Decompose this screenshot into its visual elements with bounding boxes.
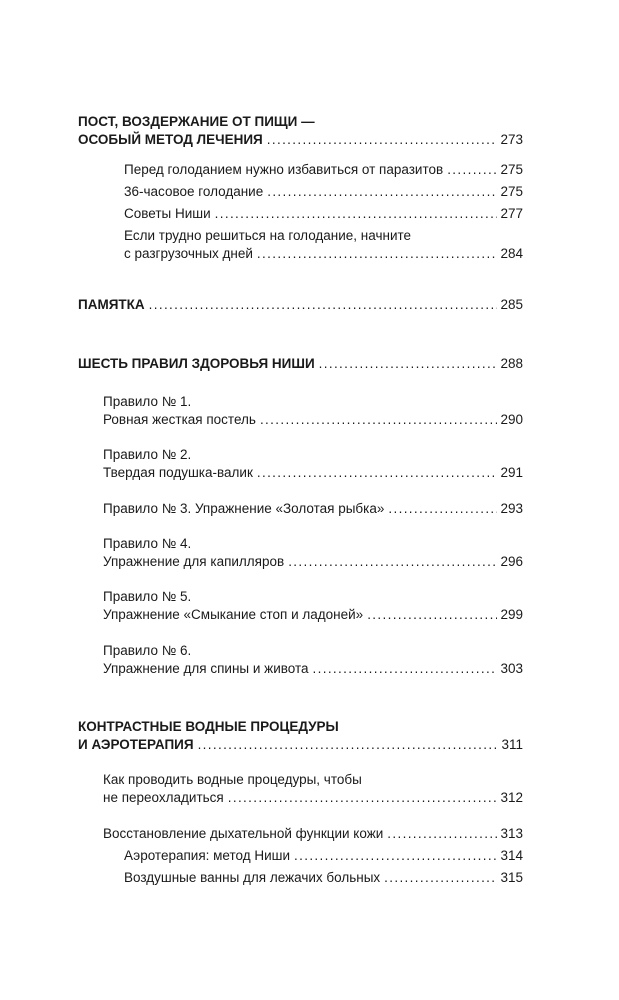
- toc-subentry: [103, 535, 523, 571]
- toc-entry-title: Правило № 3. Упражнение «Золотая рыбка»: [103, 501, 385, 516]
- toc-entry-title: ШЕСТЬ ПРАВИЛ ЗДОРОВЬЯ НИШИ: [78, 356, 315, 371]
- dot-leader: [388, 500, 497, 518]
- toc-page-number: 285: [500, 297, 523, 312]
- toc-page-number: 315: [500, 870, 523, 885]
- toc-entry-title: Правило № 4.: [103, 536, 192, 551]
- dot-leader: [257, 464, 498, 482]
- toc-page-number: 275: [500, 162, 523, 177]
- toc-entry-title: ОСОБЫЙ МЕТОД ЛЕЧЕНИЯ: [78, 132, 263, 147]
- toc-subentry: [124, 869, 523, 887]
- toc-entry-title: Твердая подушка-валик: [103, 465, 253, 480]
- dot-leader: [149, 296, 498, 314]
- toc-subentry: [103, 500, 523, 518]
- dot-leader: [215, 205, 498, 223]
- dot-leader: [267, 183, 497, 201]
- dot-leader: [387, 825, 497, 843]
- dot-leader: [257, 245, 498, 263]
- dot-leader: [294, 847, 497, 865]
- toc-entry-title: Восстановление дыхательной функции кожи: [103, 826, 384, 841]
- toc-entry-title: Правило № 6.: [103, 643, 192, 658]
- dot-leader: [267, 131, 498, 149]
- dot-leader: [228, 789, 498, 807]
- toc-entry-title: 36-часовое голодание: [124, 184, 264, 199]
- toc-subentry: [103, 446, 523, 482]
- toc-entry-title: Как проводить водные процедуры, чтобы: [103, 772, 362, 787]
- toc-entry-title: И АЭРОТЕРАПИЯ: [78, 737, 194, 752]
- toc-section: [78, 113, 523, 149]
- toc-subentry: [103, 642, 523, 678]
- toc-page-number: 277: [500, 206, 523, 221]
- toc-entry-title: Воздушные ванны для лежачих больных: [124, 870, 381, 885]
- toc-page-number: 291: [500, 465, 523, 480]
- toc-page-number: 273: [500, 132, 523, 147]
- toc-entry-title: Правило № 2.: [103, 447, 192, 462]
- toc-entry-title: Ровная жесткая постель: [103, 412, 256, 427]
- toc-entry-title: ПОСТ, ВОЗДЕРЖАНИЕ ОТ ПИЩИ —: [78, 114, 315, 129]
- dot-leader: [288, 553, 497, 571]
- toc-page-number: 288: [500, 356, 523, 371]
- dot-leader: [260, 411, 498, 429]
- dot-leader: [384, 869, 497, 887]
- toc-entry-title: Упражнение «Смыкание стоп и ладоней»: [103, 607, 364, 622]
- toc-subentry: [124, 183, 523, 201]
- toc-entry-title: не переохладиться: [103, 790, 224, 805]
- toc-entry-title: КОНТРАСТНЫЕ ВОДНЫЕ ПРОЦЕДУРЫ: [78, 719, 339, 734]
- toc-page-number: 284: [500, 246, 523, 261]
- dot-leader: [198, 736, 499, 754]
- toc-page-number: 293: [500, 501, 523, 516]
- dot-leader: [313, 660, 498, 678]
- toc-entry-title: Аэротерапия: метод Ниши: [124, 848, 291, 863]
- toc-entry-title: Упражнение для спины и живота: [103, 661, 309, 676]
- toc-entry-title: с разгрузочных дней: [124, 246, 253, 261]
- toc-page-number: 312: [500, 790, 523, 805]
- toc-page-number: 296: [500, 554, 523, 569]
- dot-leader: [367, 606, 497, 624]
- toc-subentry: [124, 847, 523, 865]
- toc-entry-title: ПАМЯТКА: [78, 297, 145, 312]
- toc-page-number: 299: [500, 607, 523, 622]
- toc-entry-title: Правило № 1.: [103, 394, 192, 409]
- toc-entry-title: Если трудно решиться на голодание, начните: [124, 228, 412, 243]
- toc-entry-title: Правило № 5.: [103, 589, 192, 604]
- toc-page-number: 303: [500, 661, 523, 676]
- toc-section: [78, 355, 523, 373]
- toc-page-number: 311: [501, 737, 523, 752]
- toc-subentry: [124, 205, 523, 223]
- toc-entry-title: Советы Ниши: [124, 206, 211, 221]
- toc-section: [78, 296, 523, 314]
- toc-entry-title: Перед голоданием нужно избавиться от паразитов: [124, 162, 444, 177]
- dot-leader: [319, 355, 498, 373]
- toc-page-number: 314: [500, 848, 523, 863]
- toc-page-number: 313: [500, 826, 523, 841]
- toc-subentry: [103, 393, 523, 429]
- toc-subentry: [103, 771, 523, 807]
- toc-page-number: 290: [500, 412, 523, 427]
- toc-section: [78, 718, 523, 754]
- toc-subentry: [124, 227, 523, 263]
- toc-subentry: [124, 161, 523, 179]
- toc-subentry: [103, 825, 523, 843]
- dot-leader: [447, 161, 497, 179]
- toc-subentry: [103, 588, 523, 624]
- toc-page-number: 275: [500, 184, 523, 199]
- toc-entry-title: Упражнение для капилляров: [103, 554, 285, 569]
